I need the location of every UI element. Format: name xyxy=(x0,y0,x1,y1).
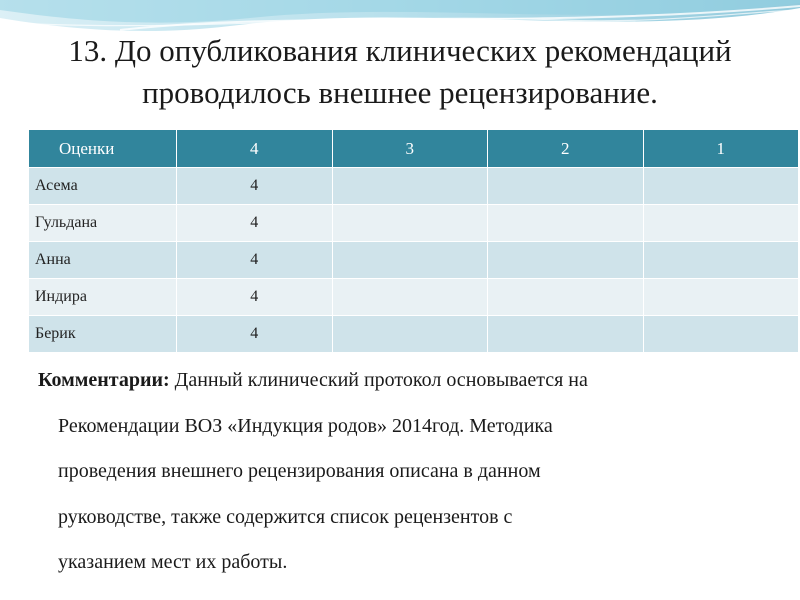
reviewer-name: Индира xyxy=(29,279,177,316)
header-grade-4: 4 xyxy=(177,130,333,168)
grades-table xyxy=(28,129,799,353)
grade-cell xyxy=(332,242,488,279)
grade-cell: 4 xyxy=(177,279,333,316)
reviewer-name: Асема xyxy=(29,168,177,205)
header-grade-2: 2 xyxy=(488,130,644,168)
grade-cell xyxy=(332,205,488,242)
grade-cell: 4 xyxy=(177,205,333,242)
grade-cell xyxy=(643,242,799,279)
grade-cell xyxy=(332,279,488,316)
slide-title-line-1: 13. До опубликования клинических рекомендаций xyxy=(68,33,732,68)
header-grades: Оценки xyxy=(29,130,177,168)
reviewer-name: Гульдана xyxy=(29,205,177,242)
slide-title xyxy=(0,30,800,114)
grade-cell xyxy=(643,168,799,205)
table-row xyxy=(29,205,799,242)
grade-cell xyxy=(332,316,488,353)
comment-label: Комментарии: xyxy=(38,369,170,391)
grade-cell: 4 xyxy=(177,168,333,205)
comment-line-3: проведения внешнего рецензирования описана в данном xyxy=(58,460,541,482)
grade-cell xyxy=(643,205,799,242)
reviewer-name: Анна xyxy=(29,242,177,279)
table-row xyxy=(29,316,799,353)
grade-cell: 4 xyxy=(177,242,333,279)
table-row xyxy=(29,279,799,316)
table-row xyxy=(29,242,799,279)
comment-line-1: Данный клинический протокол основывается на xyxy=(174,369,588,391)
grade-cell xyxy=(488,316,644,353)
grade-cell xyxy=(488,279,644,316)
comment-block xyxy=(38,358,778,586)
grade-cell xyxy=(488,205,644,242)
grade-cell xyxy=(332,168,488,205)
header-grade-3: 3 xyxy=(332,130,488,168)
reviewer-name: Берик xyxy=(29,316,177,353)
grade-cell: 4 xyxy=(177,316,333,353)
slide-title-line-2: проводилось внешнее рецензирование. xyxy=(142,75,658,110)
comment-line-2: Рекомендации ВОЗ «Индукция родов» 2014год. Методика xyxy=(58,414,553,437)
table-row xyxy=(29,168,799,205)
grade-cell xyxy=(643,279,799,316)
header-grade-1: 1 xyxy=(643,130,799,168)
grade-cell xyxy=(488,168,644,205)
grade-cell xyxy=(643,316,799,353)
comment-line-5: указанием мест их работы. xyxy=(58,551,288,573)
comment-line-4: руководстве, также содержится список рецензентов с xyxy=(58,505,513,528)
table-header-row xyxy=(29,130,799,168)
grade-cell xyxy=(488,242,644,279)
